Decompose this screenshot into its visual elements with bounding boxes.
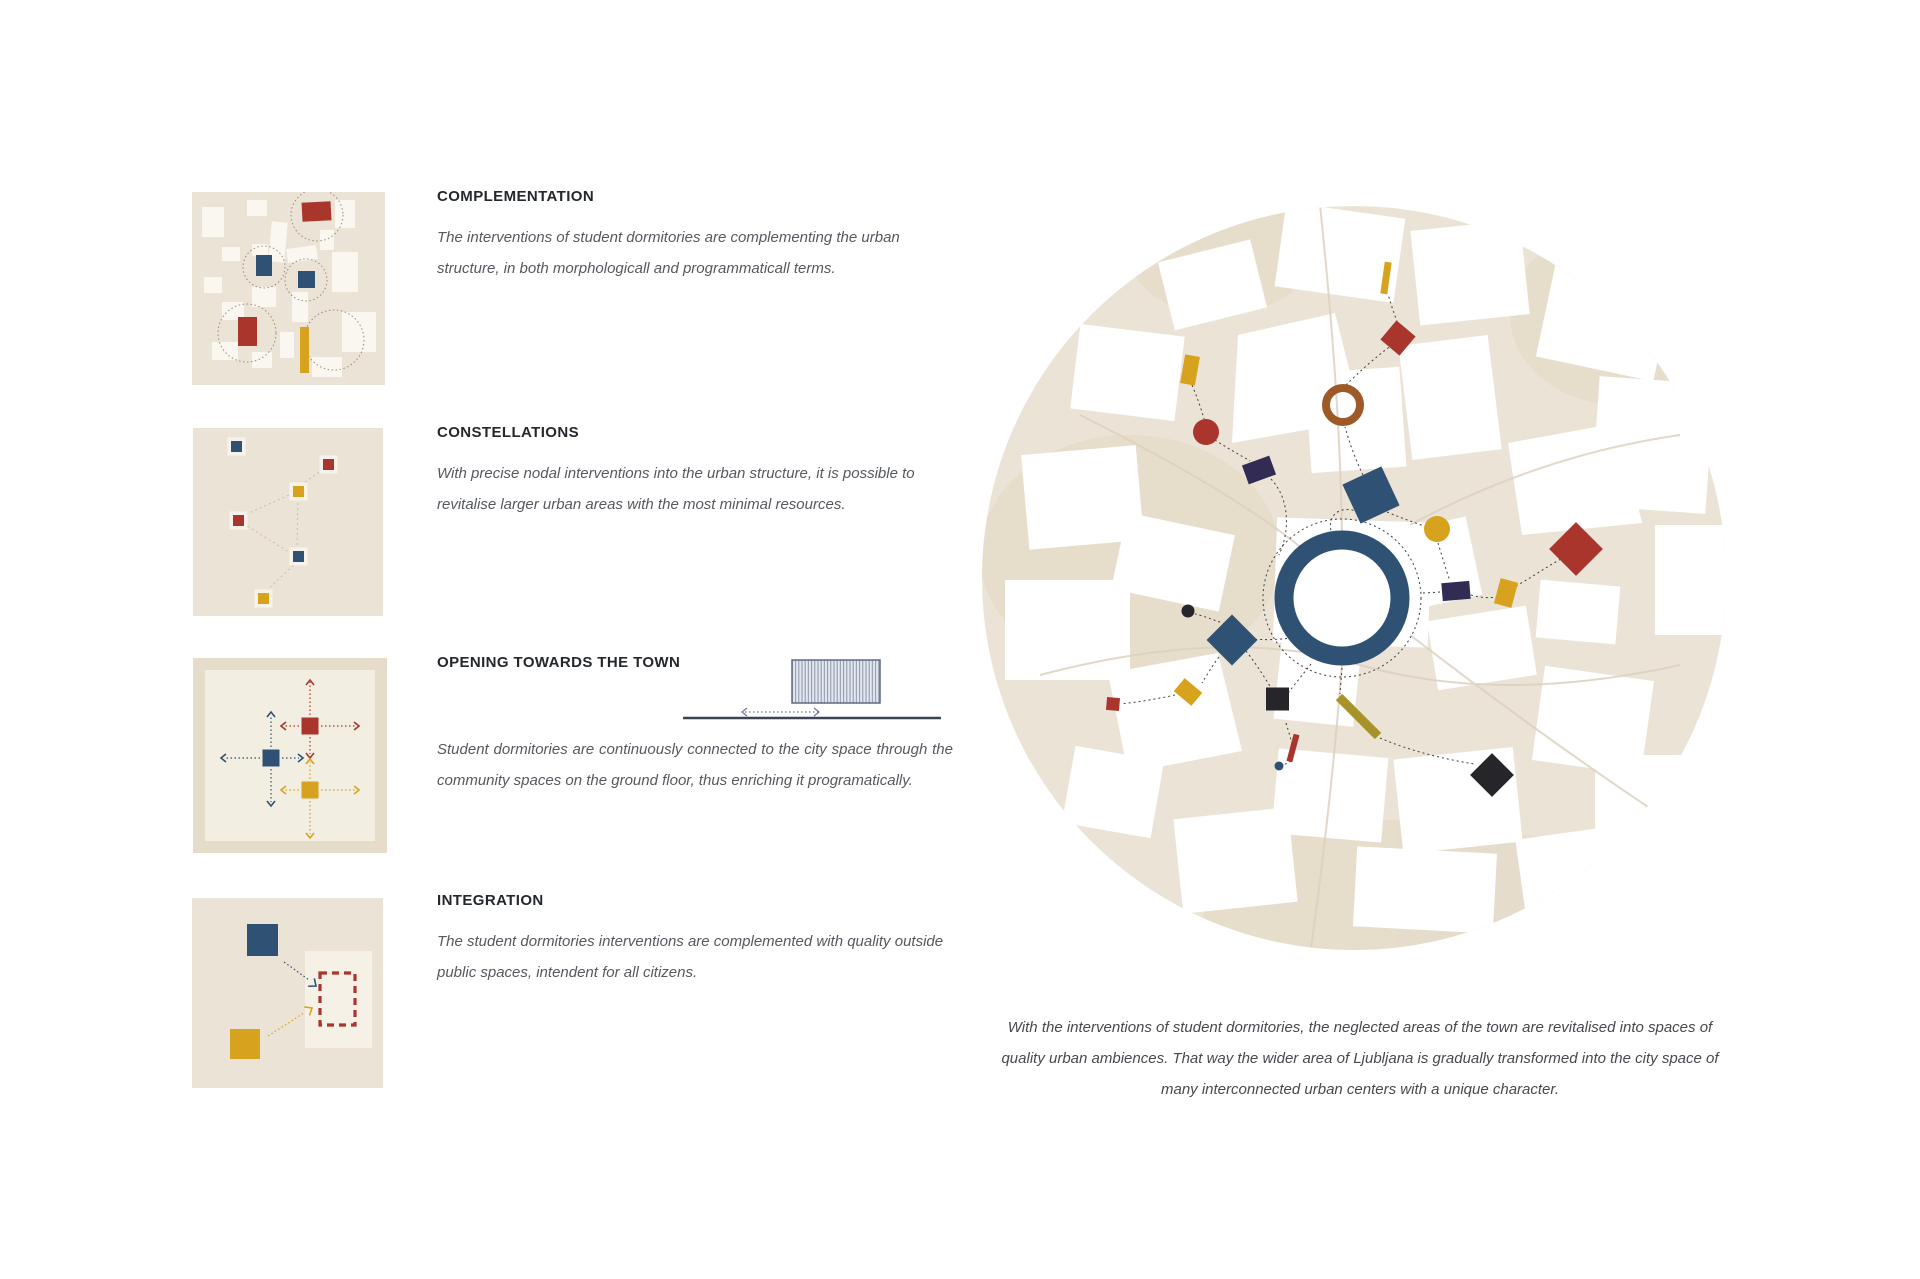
dormitory-block-yellow — [230, 1029, 260, 1059]
opening-diagram-thumb — [193, 658, 387, 853]
ljubljana-map — [980, 195, 1740, 970]
section-heading: INTEGRATION — [437, 892, 544, 909]
map-caption: With the interventions of student dormitories, the neglected areas of the town are revitalised into spaces of quality urban ambiences. That way the wider area of Ljubljana is gradually transformed into the city space of many interconnected urban centers with a unique character. — [1001, 1019, 1719, 1098]
thumb-inner — [205, 670, 375, 841]
section-heading: CONSTELLATIONS — [437, 424, 579, 441]
opening-extent-arrow — [742, 708, 819, 716]
building-section-diagram — [683, 650, 943, 730]
section-body: With precise nodal interventions into the urban structure, it is possible to revitalise larger urban areas with the most minimal resources. — [437, 465, 915, 513]
hatched-building-volume — [792, 660, 880, 703]
section-heading: COMPLEMENTATION — [437, 188, 595, 205]
thumb-background — [193, 428, 383, 616]
constellations-diagram — [193, 428, 383, 616]
section-body: Student dormitories are continuously connected to the city space through the community spaces on the ground floor, thus enriching it programatically. — [437, 741, 953, 789]
section-integration — [437, 892, 953, 988]
section-heading: OPENING TOWARDS THE TOWN — [437, 654, 681, 671]
complementation-diagram — [192, 192, 385, 385]
section-complementation — [437, 188, 953, 284]
public-space-field — [305, 951, 372, 1048]
section-body: The interventions of student dormitories are complementing the urban structure, in both morphologicall and programmaticall terms. — [437, 229, 900, 277]
integration-diagram — [192, 898, 383, 1088]
section-body: The student dormitories interventions are complemented with quality outside public spaces, intendent for all citizens. — [437, 933, 944, 981]
section-constellations — [437, 424, 953, 520]
dormitory-block-blue — [247, 924, 278, 956]
